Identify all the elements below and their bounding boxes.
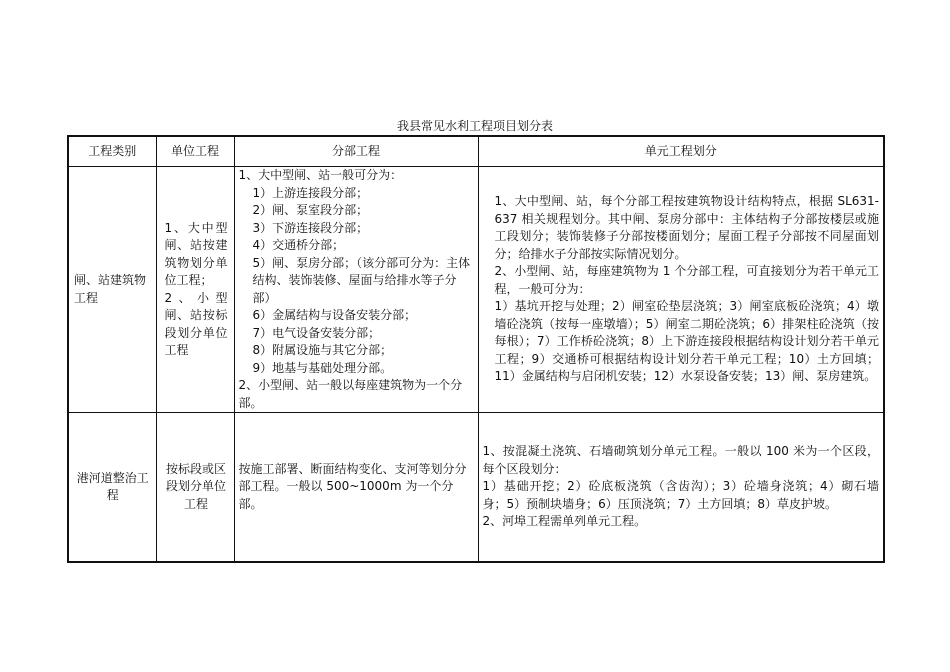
row-unit-project bbox=[156, 413, 234, 563]
text-line: 2）闸、泵室段分部； bbox=[252, 203, 369, 217]
table-row bbox=[68, 167, 884, 413]
text-line: 9）地基与基础处理分部。 bbox=[252, 360, 393, 375]
project-division-table bbox=[67, 135, 885, 563]
text-line: 1）基坑开挖与处理；2）闸室砼垫层浇筑；3）闸室底板砼浇筑；4）墩墙砼浇筑（按每一座墩墙）；5）闸室二期砼浇筑；6）排架柱砼浇筑（按每根）；7）工作桥砼浇筑；8）上下游连接段根据结构设计划分若干单元工程；9）交通桥可根据结构设计划分若干单元工程；10）土方回填；11）金属结构与启闭机安装；12）水泵设备安装；13）闸、泵房建筑。 bbox=[494, 299, 879, 384]
document-title: 我县常见水利工程项目划分表 bbox=[396, 119, 553, 133]
text-line: 按标段或区段划分单位工程 bbox=[165, 461, 226, 511]
text-line: 4）交通桥分部； bbox=[252, 238, 345, 252]
header-sub-project: 分部工程 bbox=[234, 136, 478, 167]
text-line: 6）金属结构与设备安装分部； bbox=[252, 308, 417, 322]
row-unit-project bbox=[156, 167, 234, 413]
text-line: 2、小型闸、站，每座建筑物为 1 个分部工程，可直接划分为若干单元工程，一般可分为： bbox=[494, 264, 879, 296]
table-header-row bbox=[68, 136, 884, 167]
text-line: 2、小型闸、站一般以每座建筑物为一个分部。 bbox=[238, 378, 463, 410]
row-element-division bbox=[478, 413, 884, 563]
text-line: 按施工部署、断面结构变化、支河等划分分部工程。一般以 500~1000m 为一个分部。 bbox=[238, 461, 467, 511]
table-row bbox=[68, 413, 884, 563]
header-category: 工程类别 bbox=[68, 136, 156, 167]
text-line: 2、河埠工程需单列单元工程。 bbox=[482, 514, 647, 529]
text-line: 1、按混凝土浇筑、石墙砌筑划分单元工程。一般以 100 米为一个区段，每个区段划分： bbox=[482, 444, 879, 476]
header-element-division: 单元工程划分 bbox=[478, 136, 884, 167]
text-line: 7）电气设备安装分部； bbox=[252, 325, 381, 340]
row-sub-project bbox=[234, 167, 478, 413]
text-line: 5）闸、泵房分部；（该分部可分为：主体结构、装饰装修、屋面与给排水等子分部） bbox=[252, 255, 471, 305]
text-line: 1）上游连接段分部； bbox=[252, 185, 369, 200]
row-sub-project bbox=[234, 413, 478, 563]
text-line: 3）下游连接段分部； bbox=[252, 220, 369, 235]
header-unit-project: 单位工程 bbox=[156, 136, 234, 167]
text-line: 1、大中型闸、站，每个分部工程按建筑物设计结构特点，根据 SL631-637 相关规程划分。其中闸、泵房分部中：主体结构子分部按楼层或施工段划分；装饰装修子分部按楼面划分；屋面工程子分部按不同屋面划分；给排水子分部按实际情况划分。 bbox=[494, 194, 879, 261]
row-category: 港河道整治工程 bbox=[68, 413, 156, 563]
text-line: 1）基础开挖；2）砼底板浇筑（含齿沟）；3）砼墙身浇筑；4）砌石墙身；5）预制块墙身；6）压顶浇筑；7）土方回填；8）草皮护坡。 bbox=[482, 479, 879, 511]
text-line: 1、大中型闸、站按建筑物划分单位工程； bbox=[164, 220, 228, 287]
text-line: 8）附属设施与其它分部； bbox=[252, 343, 393, 357]
text-line: 2、小型闸、站按标段划分单位工程 bbox=[164, 290, 228, 357]
row-element-division bbox=[478, 167, 884, 413]
row-category: 闸、站建筑物工程 bbox=[68, 167, 156, 413]
text-line: 1、大中型闸、站一般可分为： bbox=[238, 168, 403, 182]
